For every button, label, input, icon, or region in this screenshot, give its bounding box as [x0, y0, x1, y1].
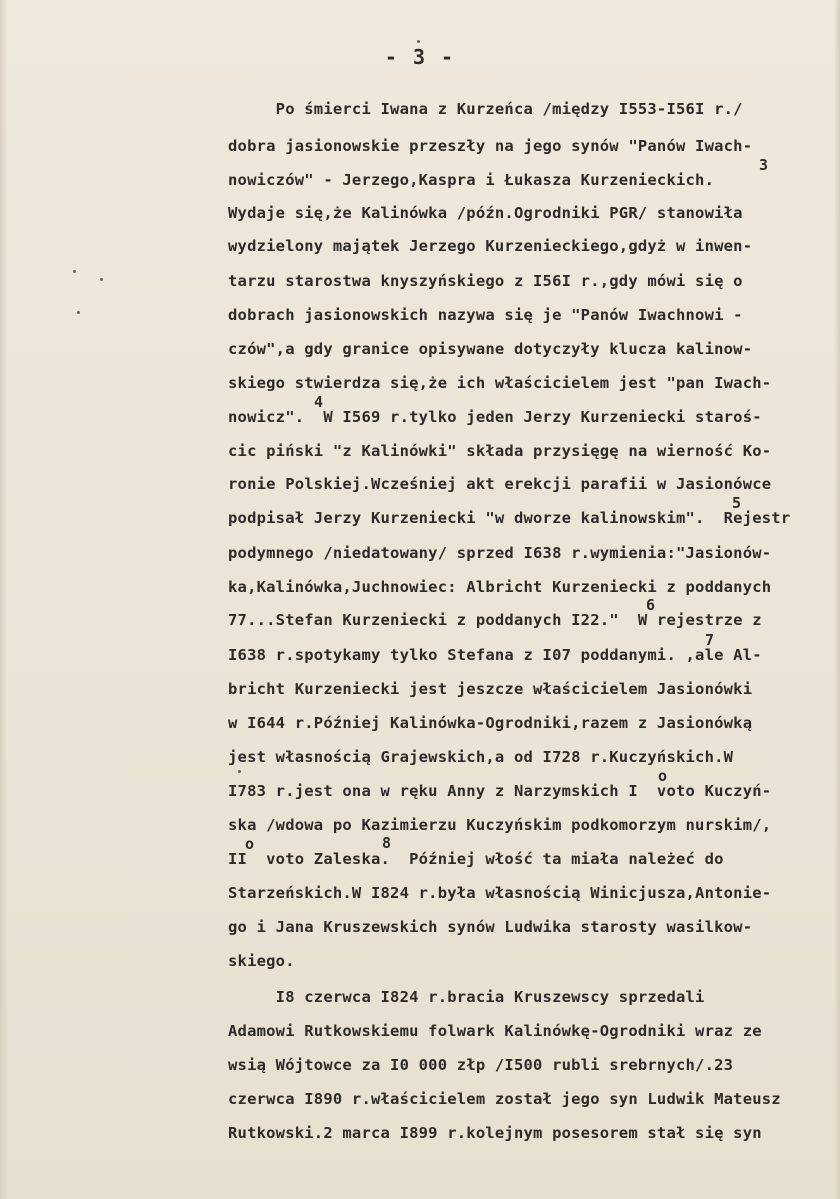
text-line: tarzu starostwa knyszyńskiego z I56I r.,gdy mówi się o	[228, 272, 743, 290]
paper-speck	[417, 40, 420, 43]
footnote-marker: 7	[705, 631, 715, 649]
text-line: ronie Polskiej.Wcześniej akt erekcji parafii w Jasionówce	[228, 475, 772, 493]
text-line: dobra jasionowskie przeszły na jego synów "Panów Iwach-	[228, 137, 753, 155]
paper-speck	[73, 270, 76, 273]
text-line: I783 r.jest ona w ręku Anny z Narzymskich I voto Kuczyń-	[228, 782, 772, 800]
footnote-marker: 6	[646, 596, 656, 614]
paper-speck	[77, 311, 80, 314]
text-line: jest własnością Grajewskich,a od I728 r.Kuczyńskich.W	[228, 748, 734, 766]
text-line: nowicz". W I569 r.tylko jeden Jerzy Kurzeniecki staroś-	[228, 408, 762, 426]
text-line: cic piński "z Kalinówki" składa przysięgę na wierność Ko-	[228, 442, 772, 460]
superscript-marker: o	[245, 835, 255, 853]
page-number: - 3 -	[384, 45, 456, 69]
text-line: Starzeńskich.W I824 r.była własnością Winicjusza,Antonie-	[228, 884, 772, 902]
text-line: skiego.	[228, 952, 295, 970]
footnote-marker: 5	[732, 494, 742, 512]
page-edge-shadow-left	[0, 0, 8, 1199]
text-line: Wydaje się,że Kalinówka /późn.Ogrodniki PGR/ stanowiła	[228, 204, 743, 222]
text-line: I638 r.spotykamy tylko Stefana z I07 poddanymi. ,ale Al-	[228, 646, 762, 664]
text-line: Po śmierci Iwana z Kurzeńca /między I553-I56I r./	[228, 100, 743, 118]
text-line: 77...Stefan Kurzeniecki z poddanych I22." W rejestrze z	[228, 611, 762, 629]
footnote-marker: 8	[382, 834, 392, 852]
text-line: podpisał Jerzy Kurzeniecki "w dworze kalinowskim". Rejestr	[228, 509, 791, 527]
paper-speck	[100, 278, 103, 281]
text-line: ska /wdowa po Kazimierzu Kuczyńskim podkomorzym nurskim/,	[228, 816, 772, 834]
text-line: w I644 r.Później Kalinówka-Ogrodniki,razem z Jasionówką	[228, 714, 753, 732]
text-line: go i Jana Kruszewskich synów Ludwika starosty wasilkow-	[228, 918, 753, 936]
text-line: ka,Kalinówka,Juchnowiec: Albricht Kurzeniecki z poddanych	[228, 578, 772, 596]
text-line: Adamowi Rutkowskiemu folwark Kalinówkę-Ogrodniki wraz ze	[228, 1022, 762, 1040]
footnote-marker: 3	[759, 156, 769, 174]
text-line: wydzielony majątek Jerzego Kurzenieckiego,gdyż w inwen-	[228, 237, 753, 255]
superscript-marker: o	[658, 767, 668, 785]
text-line: I8 czerwca I824 r.bracia Kruszewscy sprzedali	[228, 988, 705, 1006]
text-line: skiego stwierdza się,że ich właścicielem jest "pan Iwach-	[228, 374, 772, 392]
text-line: podymnego /niedatowany/ sprzed I638 r.wymienia:"Jasionów-	[228, 544, 772, 562]
page-edge-shadow-right	[834, 0, 840, 1199]
text-line: Rutkowski.2 marca I899 r.kolejnym posesorem stał się syn	[228, 1124, 762, 1142]
text-line: wsią Wójtowce za I0 000 złp /I500 rubli srebrnych/.23	[228, 1056, 734, 1074]
text-line: dobrach jasionowskich nazywa się je "Panów Iwachnowi -	[228, 306, 743, 324]
text-line: bricht Kurzeniecki jest jeszcze właścicielem Jasionówki	[228, 680, 753, 698]
text-line: czerwca I890 r.właścicielem został jego syn Ludwik Mateusz	[228, 1090, 781, 1108]
text-line: czów",a gdy granice opisywane dotyczyły klucza kalinow-	[228, 340, 753, 358]
footnote-marker: 4	[314, 393, 324, 411]
text-line: II voto Zaleska. Później włość ta miała należeć do	[228, 850, 724, 868]
text-line: nowiczów" - Jerzego,Kaspra i Łukasza Kurzenieckich.	[228, 171, 715, 189]
paper-speck	[238, 770, 241, 773]
